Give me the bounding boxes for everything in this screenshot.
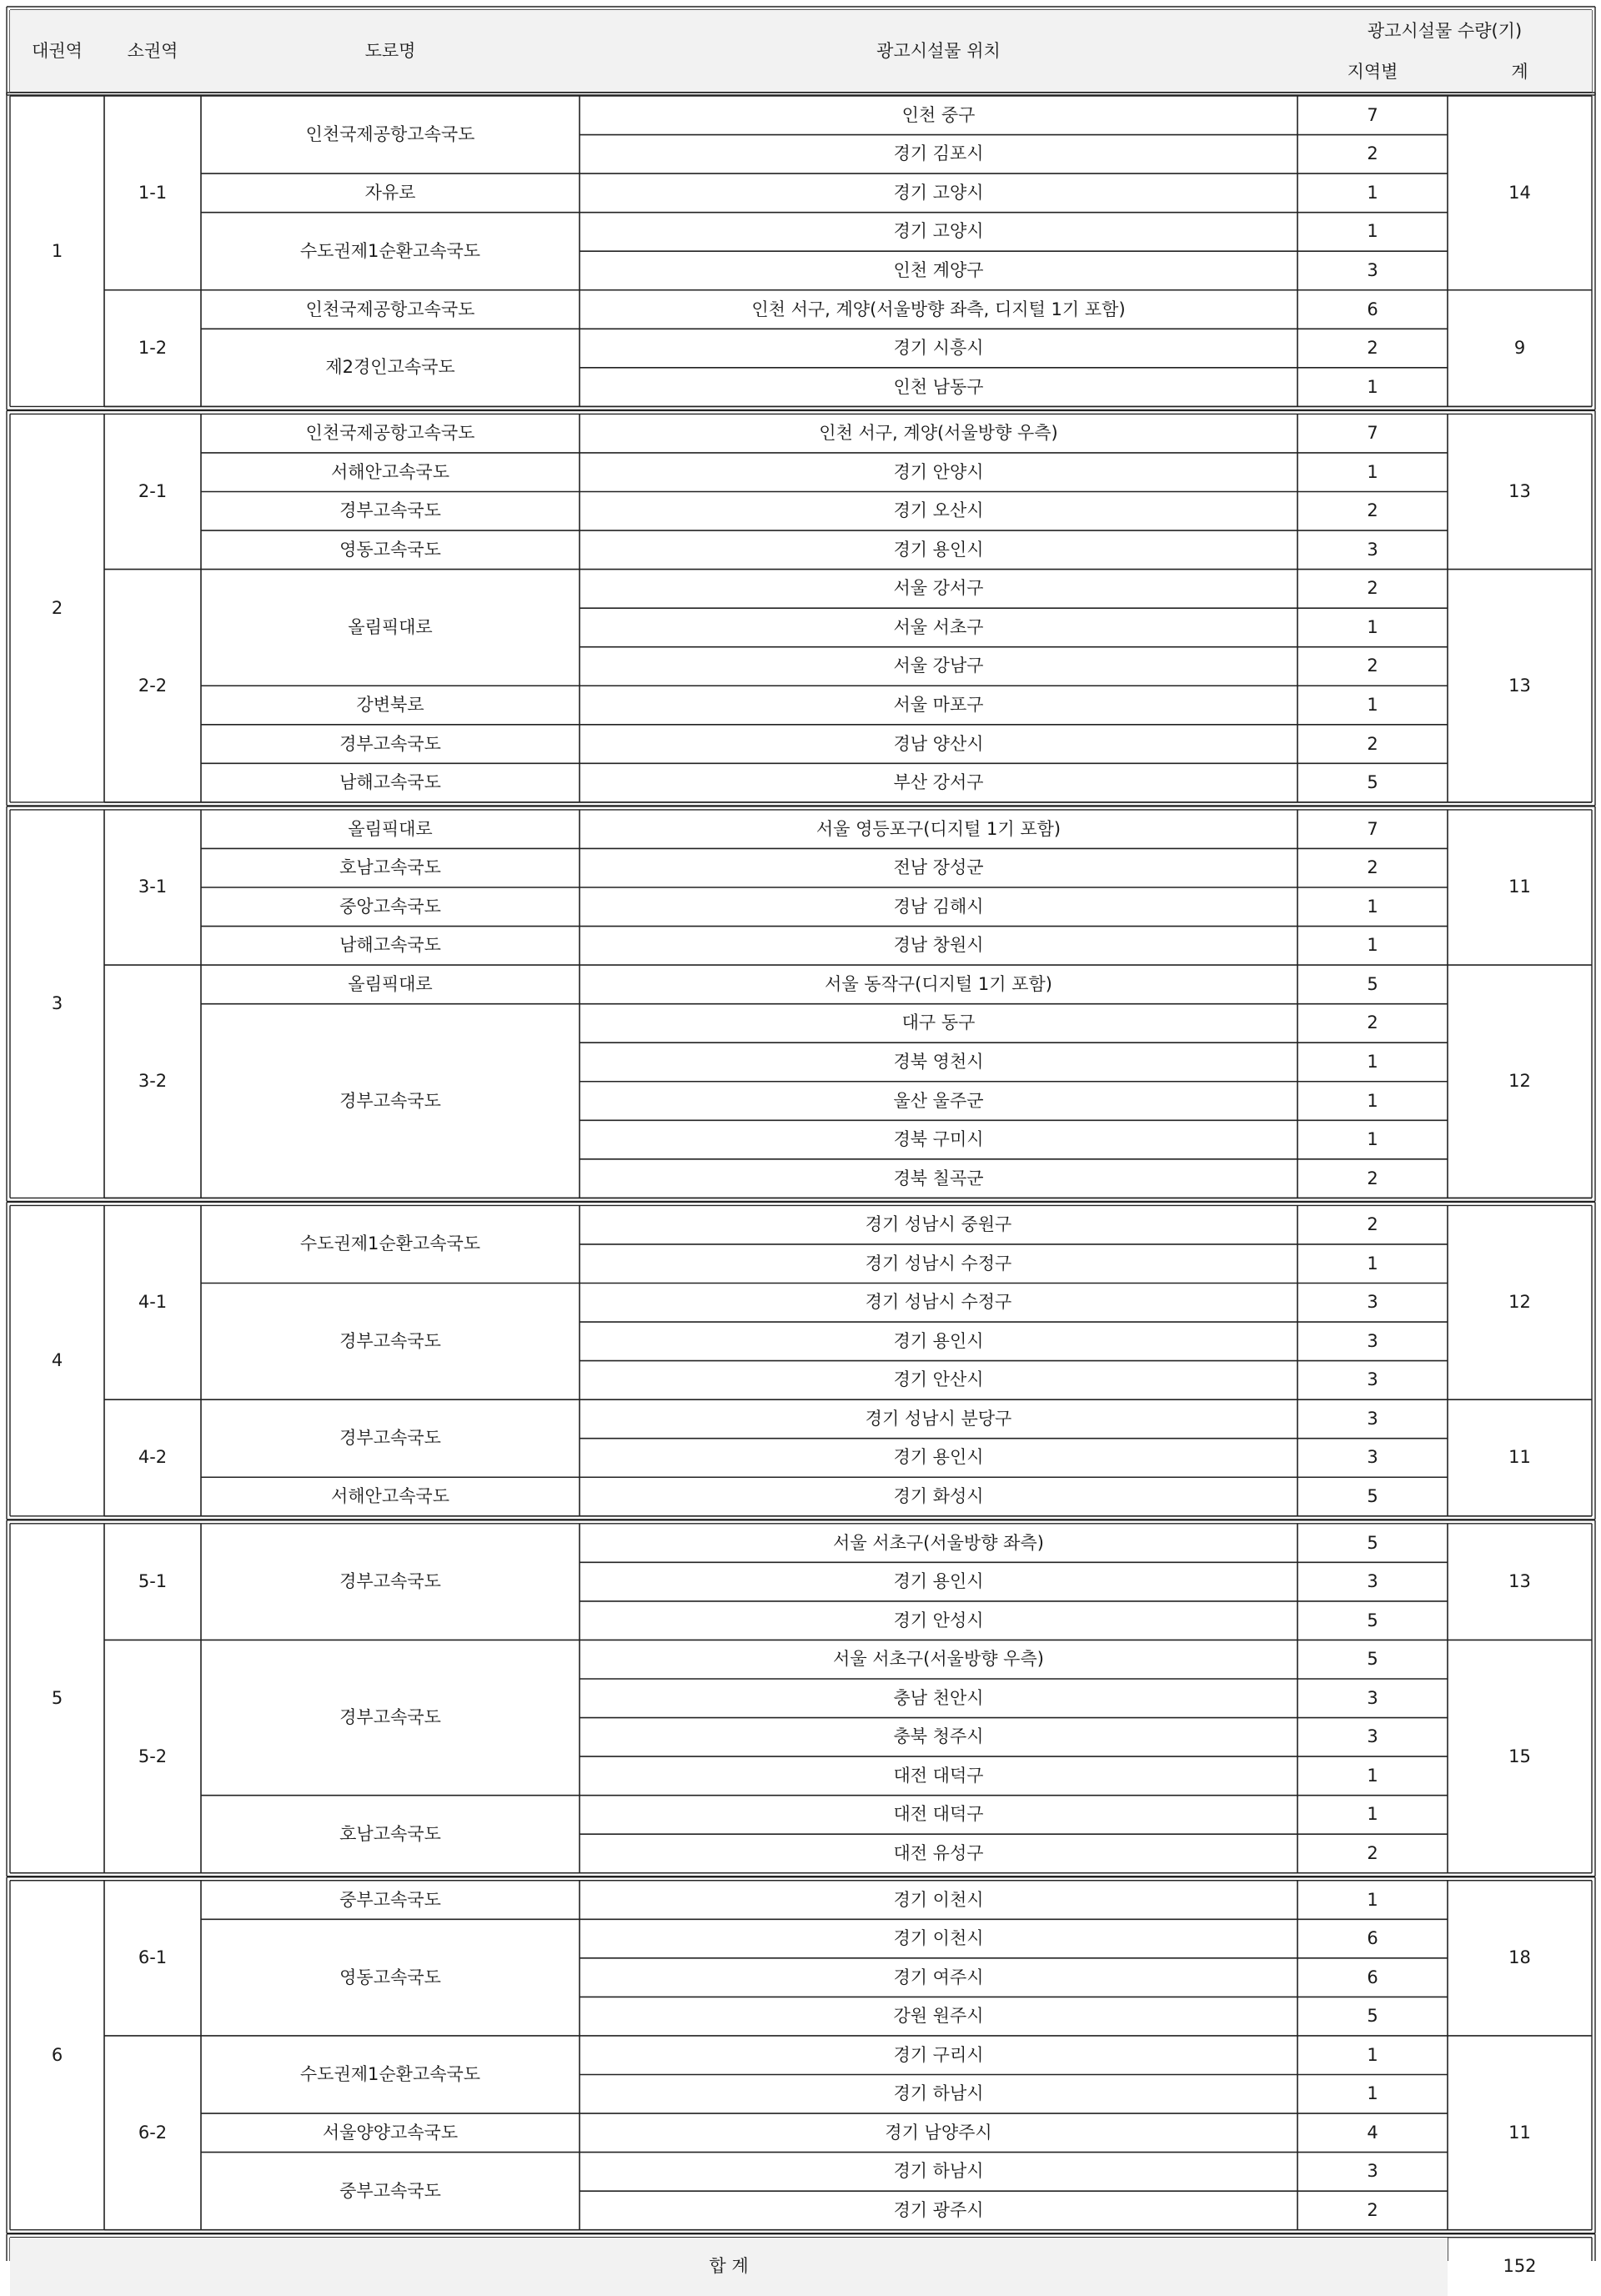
location-cell: 경기 하남시 — [893, 2083, 984, 2104]
location-cell: 서울 강남구 — [893, 656, 984, 676]
count-cell: 3 — [1367, 1447, 1378, 1468]
location-cell: 경기 용인시 — [893, 1571, 984, 1592]
location-cell: 경기 용인시 — [893, 1447, 984, 1468]
road-name-cell: 강변북로 — [356, 695, 424, 716]
sub-total-cell: 9 — [1513, 338, 1526, 359]
count-cell: 2 — [1367, 1168, 1378, 1188]
road-name-cell: 제2경인고속국도 — [325, 357, 455, 378]
sub-region-cell: 3-2 — [138, 1071, 168, 1092]
count-cell: 1 — [1367, 1253, 1378, 1274]
road-name-cell: 경부고속국도 — [339, 733, 441, 754]
road-name-cell: 서해안고속국도 — [330, 1486, 449, 1507]
region-cell: 6 — [51, 2044, 63, 2065]
region-cell: 5 — [51, 1687, 63, 1708]
location-cell: 경기 성남시 분당구 — [865, 1408, 1012, 1429]
sub-region-cell: 6-2 — [138, 2122, 168, 2143]
count-cell: 1 — [1367, 1129, 1378, 1150]
count-cell: 5 — [1367, 1610, 1378, 1630]
road-name-cell: 경부고속국도 — [339, 500, 441, 521]
road-name-cell: 중부고속국도 — [339, 2180, 441, 2201]
location-cell: 울산 울주군 — [893, 1090, 984, 1111]
sub-region-cell: 5-1 — [138, 1571, 168, 1592]
sub-total-cell: 12 — [1508, 1071, 1531, 1092]
count-cell: 6 — [1367, 1967, 1378, 1987]
count-cell: 3 — [1367, 2161, 1378, 2182]
road-name-cell: 영동고속국도 — [339, 1967, 441, 1987]
location-cell: 강원 원주시 — [893, 2006, 984, 2027]
count-cell: 2 — [1367, 500, 1378, 521]
sub-region-cell: 3-1 — [138, 877, 168, 897]
count-cell: 5 — [1367, 1649, 1378, 1670]
count-cell: 1 — [1367, 182, 1378, 203]
sub-region-cell: 2-2 — [138, 675, 168, 696]
grand-total-label: 합 계 — [10, 2238, 1448, 2296]
location-cell: 경기 광주시 — [893, 2199, 984, 2220]
sub-region-cell: 1-2 — [138, 338, 168, 359]
count-cell: 3 — [1367, 1408, 1378, 1429]
location-cell: 경기 성남시 중원구 — [865, 1214, 1012, 1235]
location-cell: 인천 남동구 — [893, 376, 984, 397]
road-name-cell: 경부고속국도 — [339, 1707, 441, 1728]
header-road-name: 도로명 — [201, 10, 580, 92]
count-cell: 6 — [1367, 299, 1378, 319]
location-cell: 경기 안성시 — [893, 1610, 984, 1630]
count-cell: 3 — [1367, 1687, 1378, 1708]
road-name-cell: 수도권제1순환고속국도 — [299, 240, 481, 261]
count-cell: 1 — [1367, 461, 1378, 482]
sub-total-cell: 12 — [1508, 1292, 1531, 1313]
count-cell: 1 — [1367, 2083, 1378, 2104]
count-cell: 2 — [1367, 2199, 1378, 2220]
sub-total-cell: 11 — [1508, 2122, 1531, 2143]
location-cell: 경북 영천시 — [893, 1051, 984, 1072]
location-cell: 부산 강서구 — [893, 772, 984, 793]
sub-total-cell: 11 — [1508, 877, 1531, 897]
header-location: 광고시설물 위치 — [580, 10, 1297, 92]
header-region-major: 대권역 — [10, 10, 104, 92]
count-cell: 2 — [1367, 1012, 1378, 1033]
road-name-cell: 올림픽대로 — [348, 818, 433, 839]
road-name-cell: 인천국제공항고속국도 — [305, 423, 475, 444]
location-cell: 경기 이천시 — [893, 1928, 984, 1949]
road-name-cell: 중부고속국도 — [339, 1889, 441, 1910]
location-cell: 경기 용인시 — [893, 539, 984, 560]
road-name-cell: 서울양양고속국도 — [322, 2122, 459, 2143]
region-cell: 2 — [51, 597, 63, 618]
location-cell: 경기 김포시 — [893, 143, 984, 164]
location-cell: 경기 구리시 — [893, 2044, 984, 2065]
location-cell: 경기 안산시 — [893, 1369, 984, 1390]
location-cell: 서울 마포구 — [893, 695, 984, 716]
sub-total-cell: 18 — [1508, 1947, 1531, 1968]
count-cell: 5 — [1367, 1532, 1378, 1553]
location-cell: 서울 영등포구(디지털 1기 포함) — [816, 818, 1061, 839]
road-name-cell: 경부고속국도 — [339, 1330, 441, 1351]
location-cell: 인천 중구 — [901, 104, 976, 125]
region-cell: 3 — [51, 993, 63, 1014]
sub-total-cell: 13 — [1508, 675, 1531, 696]
count-cell: 2 — [1367, 143, 1378, 164]
count-cell: 2 — [1367, 733, 1378, 754]
count-cell: 1 — [1367, 896, 1378, 917]
count-cell: 5 — [1367, 973, 1378, 994]
location-cell: 서울 서초구(서울방향 우측) — [833, 1649, 1044, 1670]
sub-region-cell: 4-1 — [138, 1292, 168, 1313]
count-cell: 1 — [1367, 1889, 1378, 1910]
count-cell: 1 — [1367, 1051, 1378, 1072]
sub-region-cell: 6-1 — [138, 1947, 168, 1968]
road-name-cell: 경부고속국도 — [339, 1571, 441, 1592]
sub-total-cell: 15 — [1508, 1746, 1531, 1766]
location-cell: 경기 하남시 — [893, 2161, 984, 2182]
location-cell: 대구 동구 — [901, 1012, 976, 1033]
count-cell: 2 — [1367, 656, 1378, 676]
sub-region-cell: 2-1 — [138, 480, 168, 501]
location-cell: 인천 서구, 계양(서울방향 좌측, 디지털 1기 포함) — [751, 299, 1126, 319]
sub-region-cell: 1-1 — [138, 182, 168, 203]
count-cell: 5 — [1367, 772, 1378, 793]
count-cell: 1 — [1367, 221, 1378, 242]
sub-total-cell: 14 — [1508, 182, 1531, 203]
region-cell: 1 — [51, 240, 63, 261]
location-cell: 경기 용인시 — [893, 1330, 984, 1351]
road-name-cell: 자유로 — [364, 182, 416, 203]
location-cell: 서울 동작구(디지털 1기 포함) — [825, 973, 1052, 994]
count-cell: 3 — [1367, 1726, 1378, 1747]
count-cell: 7 — [1367, 104, 1378, 125]
location-cell: 경기 고양시 — [893, 221, 984, 242]
header-quantity: 광고시설물 수량(기) — [1297, 10, 1592, 52]
count-cell: 1 — [1367, 376, 1378, 397]
sub-total-cell: 11 — [1508, 1447, 1531, 1468]
sub-total-cell: 13 — [1508, 1571, 1531, 1592]
count-cell: 5 — [1367, 1486, 1378, 1507]
location-cell: 서울 서초구(서울방향 좌측) — [833, 1532, 1044, 1553]
header-subtotal: 계 — [1448, 52, 1592, 92]
location-cell: 경기 남양주시 — [885, 2122, 992, 2143]
count-cell: 2 — [1367, 578, 1378, 599]
region-cell: 4 — [51, 1350, 63, 1371]
road-name-cell: 호남고속국도 — [339, 857, 441, 878]
location-cell: 경남 김해시 — [893, 896, 984, 917]
location-cell: 경기 성남시 수정구 — [865, 1292, 1012, 1313]
count-cell: 1 — [1367, 695, 1378, 716]
location-cell: 대전 대덕구 — [893, 1765, 984, 1786]
location-cell: 서울 강서구 — [893, 578, 984, 599]
location-cell: 경기 성남시 수정구 — [865, 1253, 1012, 1274]
road-name-cell: 호남고속국도 — [339, 1823, 441, 1844]
count-cell: 1 — [1367, 1765, 1378, 1786]
count-cell: 7 — [1367, 423, 1378, 444]
location-cell: 전남 장성군 — [893, 857, 984, 878]
location-cell: 인천 서구, 계양(서울방향 우측) — [819, 423, 1058, 444]
location-cell: 서울 서초구 — [893, 616, 984, 637]
road-name-cell: 남해고속국도 — [339, 935, 441, 956]
count-cell: 3 — [1367, 1571, 1378, 1592]
count-cell: 4 — [1367, 2122, 1378, 2143]
count-cell: 5 — [1367, 2006, 1378, 2027]
count-cell: 3 — [1367, 1369, 1378, 1390]
location-cell: 경기 고양시 — [893, 182, 984, 203]
road-name-cell: 남해고속국도 — [339, 772, 441, 793]
count-cell: 3 — [1367, 1292, 1378, 1313]
road-name-cell: 경부고속국도 — [339, 1428, 441, 1449]
road-name-cell: 중앙고속국도 — [339, 896, 441, 917]
location-cell: 경기 화성시 — [893, 1486, 984, 1507]
location-cell: 경남 창원시 — [893, 935, 984, 956]
road-name-cell: 올림픽대로 — [348, 616, 433, 637]
location-cell: 경기 이천시 — [893, 1889, 984, 1910]
location-cell: 경기 안양시 — [893, 461, 984, 482]
count-cell: 2 — [1367, 1214, 1378, 1235]
location-cell: 인천 계양구 — [893, 259, 984, 280]
count-cell: 3 — [1367, 539, 1378, 560]
road-name-cell: 영동고속국도 — [339, 539, 441, 560]
count-cell: 7 — [1367, 818, 1378, 839]
count-cell: 3 — [1367, 1330, 1378, 1351]
header-region-minor: 소권역 — [104, 10, 201, 92]
location-cell: 경기 여주시 — [893, 1967, 984, 1987]
location-cell: 경기 오산시 — [893, 500, 984, 521]
location-cell: 경남 양산시 — [893, 733, 984, 754]
sub-total-cell: 13 — [1508, 480, 1531, 501]
header-by-region: 지역별 — [1297, 52, 1448, 92]
count-cell: 2 — [1367, 338, 1378, 359]
location-cell: 경기 시흥시 — [893, 338, 984, 359]
location-cell: 대전 유성구 — [893, 1842, 984, 1863]
location-cell: 충북 청주시 — [893, 1726, 984, 1747]
count-cell: 1 — [1367, 935, 1378, 956]
count-cell: 1 — [1367, 616, 1378, 637]
count-cell: 2 — [1367, 857, 1378, 878]
grand-total-value: 152 — [1503, 2256, 1537, 2277]
road-name-cell: 수도권제1순환고속국도 — [299, 2063, 481, 2084]
sub-region-cell: 5-2 — [138, 1746, 168, 1766]
count-cell: 2 — [1367, 1842, 1378, 1863]
road-name-cell: 수도권제1순환고속국도 — [299, 1233, 481, 1254]
count-cell: 1 — [1367, 1804, 1378, 1825]
count-cell: 6 — [1367, 1928, 1378, 1949]
location-cell: 대전 대덕구 — [893, 1804, 984, 1825]
location-cell: 경북 구미시 — [893, 1129, 984, 1150]
road-name-cell: 서해안고속국도 — [330, 461, 449, 482]
road-name-cell: 올림픽대로 — [348, 973, 433, 994]
location-cell: 충남 천안시 — [893, 1687, 984, 1708]
road-name-cell: 인천국제공항고속국도 — [305, 124, 475, 145]
road-name-cell: 경부고속국도 — [339, 1090, 441, 1111]
count-cell: 1 — [1367, 1090, 1378, 1111]
sub-region-cell: 4-2 — [138, 1447, 168, 1468]
count-cell: 1 — [1367, 2044, 1378, 2065]
location-cell: 경북 칠곡군 — [893, 1168, 984, 1188]
count-cell: 3 — [1367, 259, 1378, 280]
road-name-cell: 인천국제공항고속국도 — [305, 299, 475, 319]
